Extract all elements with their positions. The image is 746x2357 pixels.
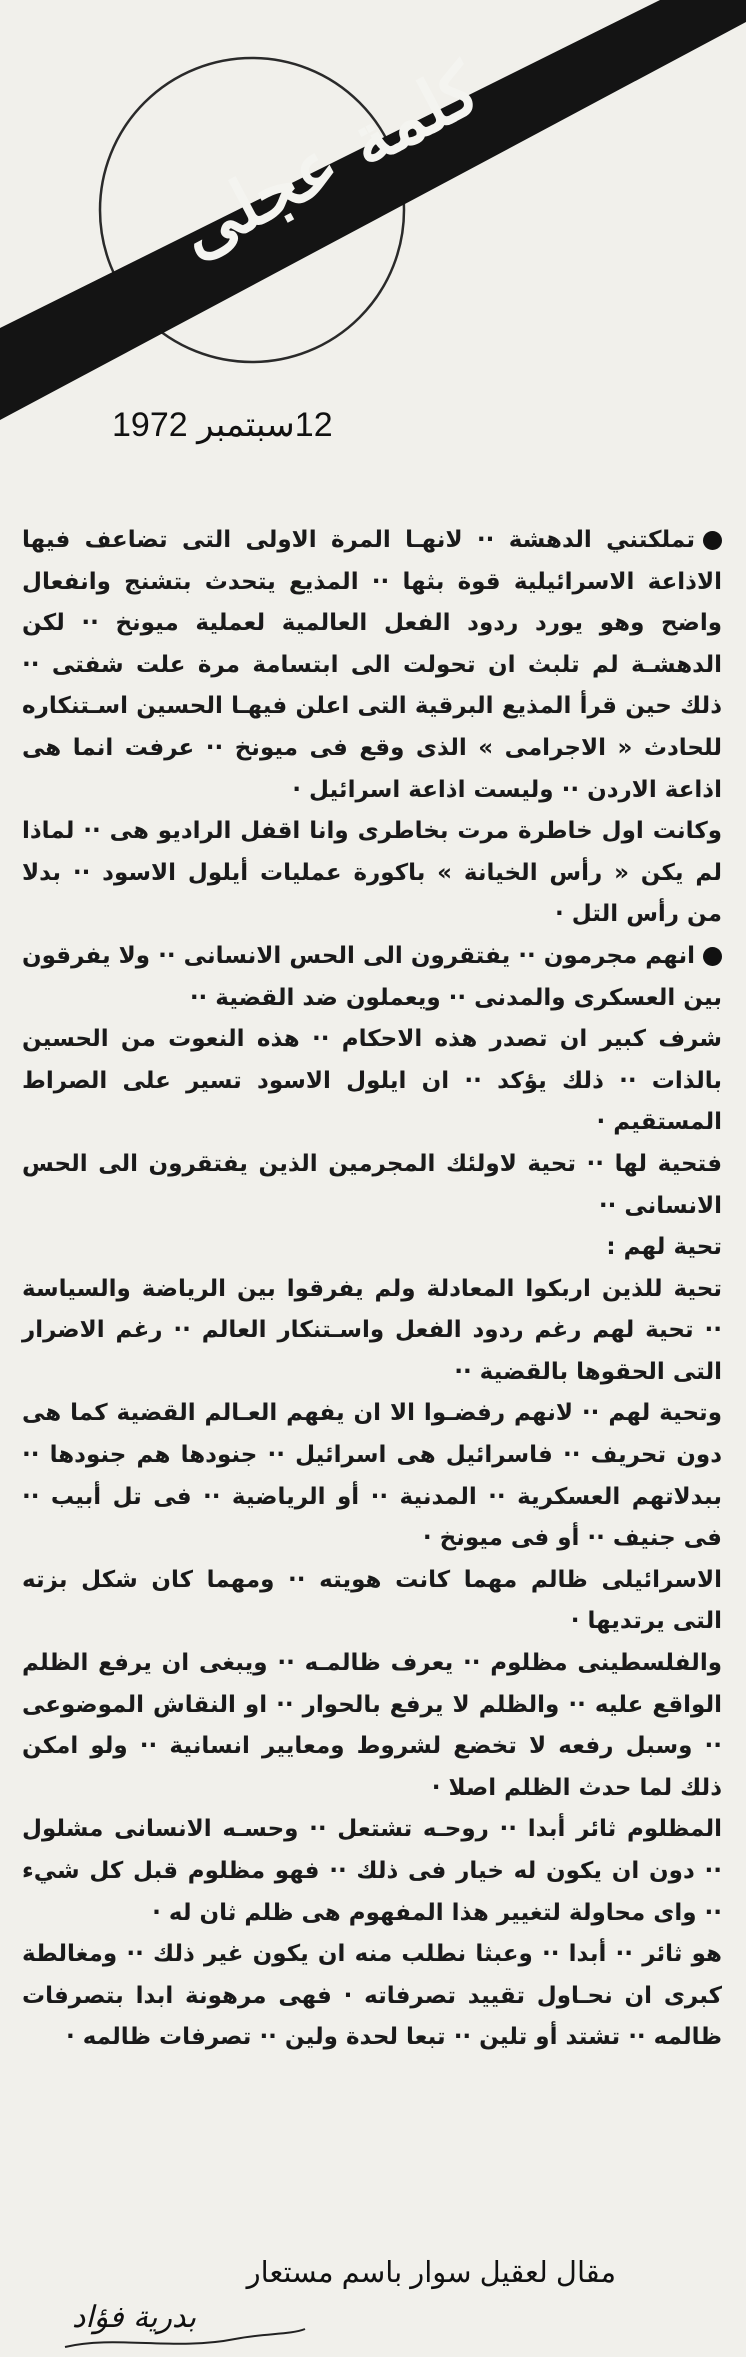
paragraph-5: فتحية لها ·· تحية لاولئك المجرمين الذين يفتقرون الى الحس الانسانى ··: [22, 1150, 722, 1219]
bullet-icon: [703, 947, 722, 966]
paragraph-1: تملكتني الدهشة ·· لانهـا المرة الاولى التى تضاعف فيها الاذاعة الاسرائيلية قوة بثها ·· المذيع يتحدث بتشنج وانفعال واضح وهو يورد ردود الفعل العالمية لعملية ميونخ ·· لكن الدهشـة لم تلبث ان تحولت الى ابتسامة مرة علت شفتى ·· ذلك حين قرأ المذيع البرقية التى اعلن فيهـا الحسين اسـتنكاره للحادث « الاجرامى » الذى وقع فى ميونخ ·· عرفت انما هى اذاعة الاردن ·· وليست اذاعة اسرائيل ·: [22, 527, 722, 803]
paragraph-10: والفلسطينى مظلوم ·· يعرف ظالمـه ·· ويبغى ان يرفع الظلم الواقع عليه ·· والظلم لا يرفع بالحوار ·· او النقاش الموضوعى ·· وسبل رفعه لا تخضع لشروط ومعايير انسانية ·· ولو امكن ذلك لما حدث الظلم اصلا ·: [22, 1650, 722, 1801]
article-body: [22, 520, 722, 2059]
paragraph-6: تحية لهم :: [606, 1234, 722, 1261]
article-date: 12سبتمبر 1972: [112, 406, 333, 444]
author-note: مقال لعقيل سوار باسم مستعار: [246, 2257, 616, 2289]
paragraph-4: شرف كبير ان تصدر هذه الاحكام ·· هذه النعوت من الحسين بالذات ·· ذلك يؤكد ·· ان ايلول الاسود تسير على الصراط المستقيم ·: [22, 1026, 722, 1136]
paragraph-11: المظلوم ثائر أبدا ·· روحـه تشتعل ·· وحسـه الانسانى مشلول ·· دون ان يكون له خيار فى ذلك ·· فهو مظلوم قبل كل شيء ·· واى محاولة لتغيير هذا المفهوم هى ظلم ثان له ·: [22, 1816, 722, 1926]
header-title: كلمة عجلى: [164, 46, 493, 274]
header-banner-art: [0, 0, 746, 420]
paragraph-9: الاسرائيلى ظالم مهما كانت هويته ·· ومهما كان شكل بزته التى يرتديها ·: [22, 1566, 722, 1635]
paragraph-3: انهم مجرمون ·· يفتقرون الى الحس الانسانى ·· ولا يفرقون بين العسكرى والمدنى ·· ويعملون ضد القضية ··: [22, 942, 722, 1011]
bullet-icon: [703, 531, 722, 550]
paragraph-8: وتحية لهم ·· لانهم رفضـوا الا ان يفهم العـالم القضية كما هى دون تحريف ·· فاسرائيل هى اسرائيل ·· جنودها هم جنودها ·· ببدلاتهم العسكرية ·· المدنية ·· أو الرياضية ·· فى تل أبيب ·· فى جنيف ·· أو فى ميونخ ·: [22, 1400, 722, 1552]
paragraph-12: هو ثائر ·· أبدا ·· وعبثا نطلب منه ان يكون غير ذلك ·· ومغالطة كبرى ان نحـاول تقييد تصرفاته · فهى مرهونة ابدا بتصرفات ظالمه ·· تشتد أو تلين ·· تبعا لحدة ولين ·· تصرفات ظالمه ·: [22, 1941, 722, 2051]
signature: بدرية فؤاد: [72, 2300, 197, 2335]
diagonal-black-band: [0, 0, 746, 420]
paragraph-2: وكانت اول خاطرة مرت بخاطرى وانا اقفل الراديو هى ·· لماذا لم يكن « رأس الخيانة » باكورة عمليات أيلول الاسود ·· بدلا من رأس التل ·: [22, 818, 722, 928]
paragraph-7: تحية للذين اربكوا المعادلة ولم يفرقوا بين الرياضة والسياسة ·· تحية لهم رغم ردود الفعل واسـتنكار العالم ·· رغم الاضرار التى الحقوها بالقضية ··: [22, 1275, 722, 1385]
